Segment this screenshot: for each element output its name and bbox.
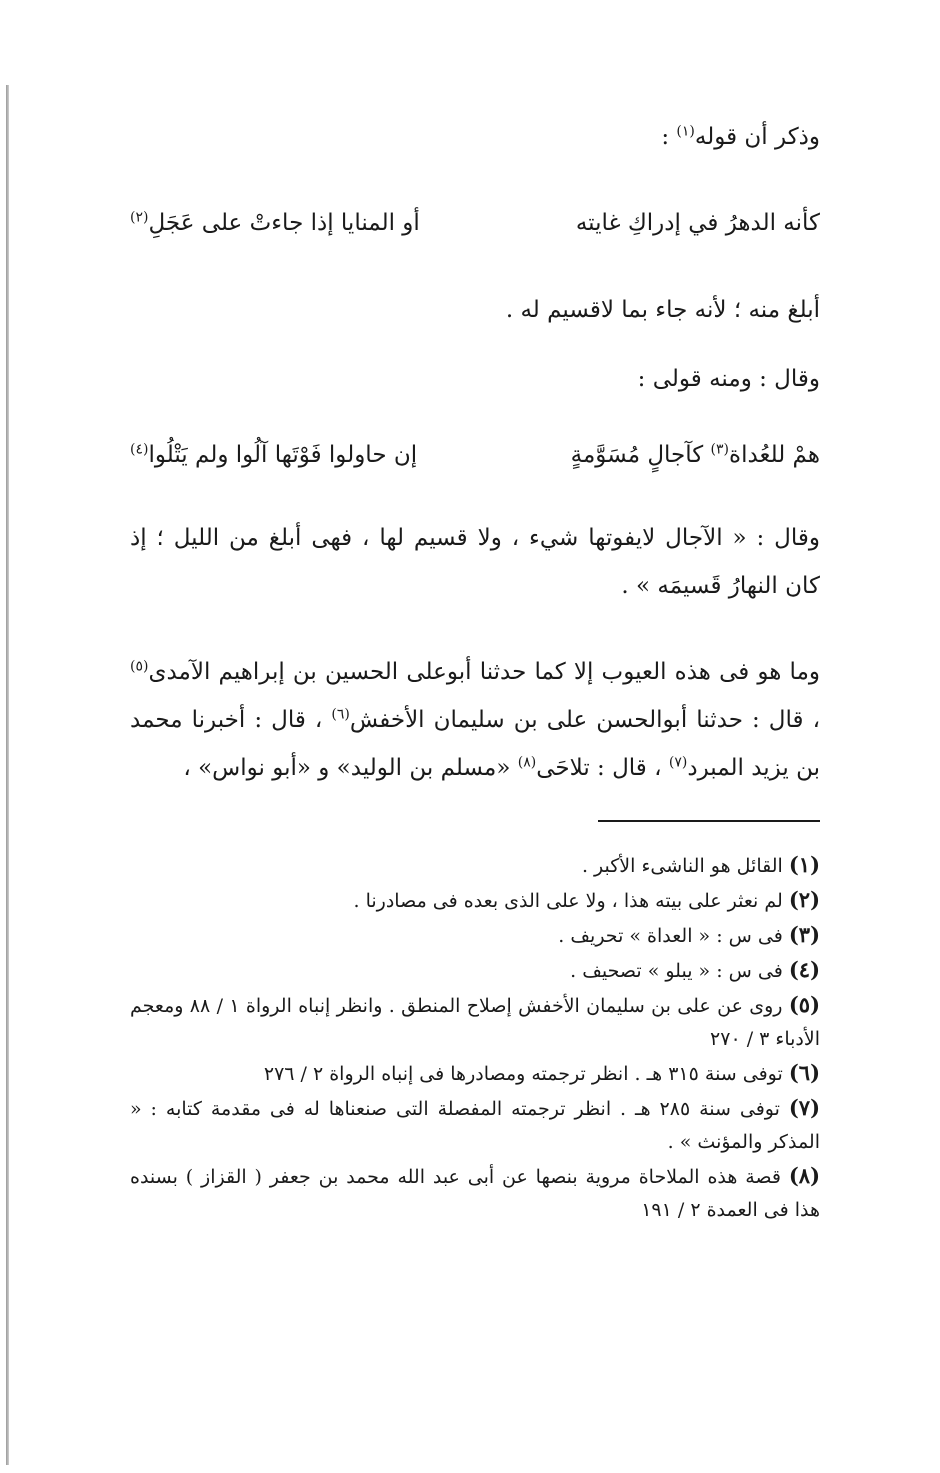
footnote-2	[130, 883, 820, 918]
footnote-ref-3: (٣)	[710, 441, 730, 458]
verse-1-second-hemistich	[130, 208, 420, 238]
paragraph-2-part-e: «مسلم بن الوليد» و «أبو نواس» ،	[183, 755, 511, 781]
footnote-ref-7: (٧)	[668, 754, 688, 771]
verse-2-first-hemistich	[571, 440, 820, 470]
verse-2-first-a: همْ للعُداة	[729, 442, 820, 468]
paragraph-2-part-b: ، قال : حدثنا أبوالحسن على بن سليمان الأخفش	[349, 707, 820, 733]
verse-2	[130, 440, 820, 470]
footnote-ref-1: (١)	[676, 123, 695, 140]
footnote-3	[130, 918, 820, 953]
verse-1	[130, 208, 820, 238]
footnote-5	[130, 988, 820, 1056]
footnote-number: (٣)	[788, 922, 820, 947]
footnote-ref-8: (٨)	[517, 754, 537, 771]
footnote-text: روى عن على بن سليمان الأخفش إصلاح المنطق . وانظر إنباه الرواة ١ / ٨٨ ومعجم الأدباء ٣ / ٢٧٠	[130, 995, 820, 1050]
footnotes	[130, 848, 820, 1227]
footnote-number: (٢)	[788, 887, 820, 912]
footnote-number: (٨)	[788, 1163, 820, 1188]
footnote-8	[130, 1159, 820, 1227]
footnote-4	[130, 953, 820, 988]
footnote-text: القائل هو الناشىء الأكبر .	[581, 855, 783, 877]
footnote-text: فى س : « يبلو » تصحيف .	[570, 960, 783, 982]
line-ablagh: أبلغ منه ؛ لأنه جاء بما لاقسيم له .	[505, 297, 820, 323]
verse-2-second-text: إن حاولوا فَوْتَها آلُوا ولم يَتْلُوا	[148, 442, 418, 468]
footnote-number: (٥)	[788, 992, 820, 1017]
footnote-6	[130, 1056, 820, 1091]
footnote-text: فى س : « العداة » تحريف .	[558, 925, 783, 947]
paragraph-2-part-d: ، قال : تلاحَى	[536, 755, 662, 781]
footnote-ref-2: (٢)	[130, 209, 149, 226]
intro-colon: :	[661, 124, 670, 150]
verse-1-second-text: أو المنايا إذا جاءتْ على عَجَلِ	[148, 210, 420, 236]
verse-2-first-b: كآجالٍ مُسَوَّمةٍ	[570, 442, 704, 468]
paragraph-1: وقال : « الآجال لايفوتها شيء ، ولا قسيم لها ، فهى أبلغ من الليل ؛ إذ كان النهارُ قَسيمَه » .	[130, 525, 820, 599]
footnote-text: لم نعثر على بيته هذا ، ولا على الذى بعده فى مصادرنا .	[353, 890, 783, 912]
page-binding-edge	[6, 85, 9, 1465]
footnote-text: قصة هذه الملاحاة مروية بنصها عن أبى عبد الله محمد بن جعفر ( القزاز ) بسنده هذا فى العمدة ٢ / ١٩١	[130, 1166, 820, 1221]
footnote-number: (٤)	[788, 957, 820, 982]
footnote-number: (٧)	[788, 1095, 820, 1120]
verse-2-second-hemistich	[130, 440, 417, 470]
footnote-text: توفى سنة ٢٨٥ هـ . انظر ترجمته المفصلة التى صنعناها له فى مقدمة كتابه : « المذكر والمؤنث » .	[130, 1098, 820, 1153]
paragraph-2-part-a: وما هو فى هذه العيوب إلا كما حدثنا أبوعلى الحسين بن إبراهيم الآمدى	[148, 659, 820, 685]
footnote-1	[130, 848, 820, 883]
verse-1-first-hemistich: كأنه الدهرُ في إدراكِ غايته	[575, 210, 820, 236]
footnote-number: (١)	[788, 852, 820, 877]
footnote-text: توفى سنة ٣١٥ هـ . انظر ترجمته ومصادرها فى إنباه الرواة ٢ / ٢٧٦	[263, 1063, 783, 1085]
footnote-number: (٦)	[788, 1060, 820, 1085]
line-qala: وقال : ومنه قولى :	[637, 366, 820, 392]
footnote-7	[130, 1091, 820, 1159]
intro-line	[661, 122, 820, 152]
footnote-ref-5: (٥)	[130, 658, 149, 675]
footnote-ref-6: (٦)	[331, 706, 350, 723]
footnote-separator	[598, 820, 820, 822]
footnote-ref-4: (٤)	[130, 441, 149, 458]
paragraph-2-part-c: ، قال : أخبرنا محمد بن يزيد المبرد	[130, 707, 820, 781]
intro-text: وذكر أن قوله	[694, 124, 820, 150]
paragraph-2	[130, 648, 820, 792]
